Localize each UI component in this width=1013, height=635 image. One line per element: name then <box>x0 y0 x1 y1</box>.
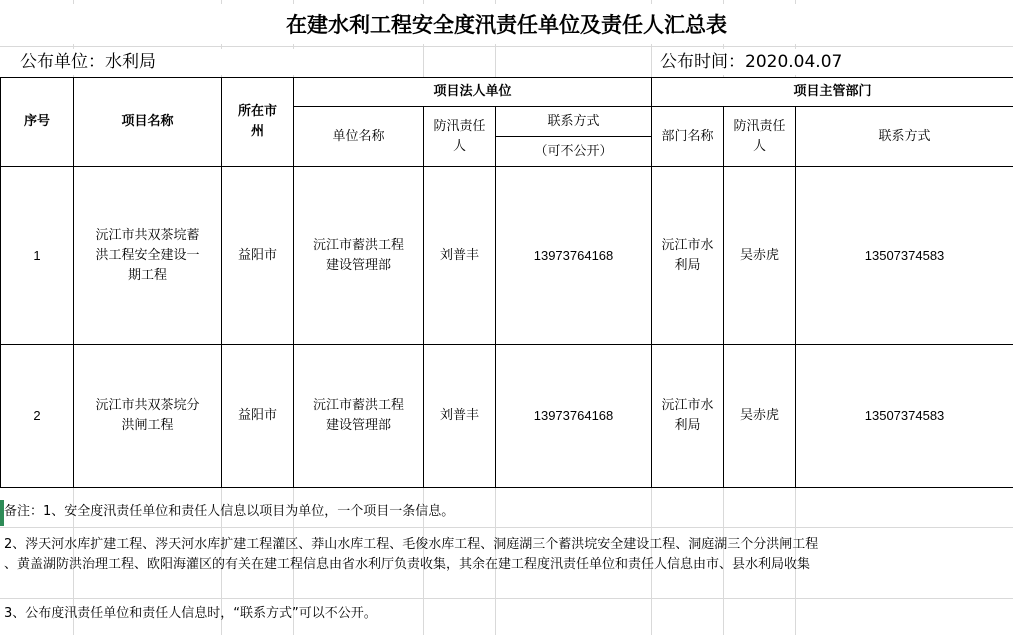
dept-line: 利局 <box>674 418 701 433</box>
header-city-line2: 州 <box>250 124 264 139</box>
header-dept-person[interactable] <box>724 107 796 167</box>
row-seq[interactable]: 2 <box>1 345 74 488</box>
header-unit-name[interactable]: 单位名称 <box>294 107 424 167</box>
table-row <box>1 345 1013 488</box>
publish-time-label[interactable]: 公布时间：2020.04.07 <box>660 49 990 75</box>
dept-line: 沅江市水 <box>661 398 714 413</box>
row-resp-person[interactable]: 刘普丰 <box>424 345 496 488</box>
project-line: 洪闸工程 <box>121 418 174 433</box>
row-phone[interactable]: 13973764168 <box>496 345 652 488</box>
row-dept-phone[interactable]: 13507374583 <box>796 345 1013 488</box>
header-city[interactable] <box>222 78 294 167</box>
publisher-label[interactable]: 公布单位：水利局 <box>20 49 320 75</box>
note-1[interactable]: 备注：1、安全度汛责任单位和责任人信息以项目为单位，一个项目一条信息。 <box>4 504 455 519</box>
row-project-name[interactable] <box>74 345 222 488</box>
dept-line: 沅江市水 <box>661 237 714 253</box>
header-dept-person-line2: 人 <box>753 138 767 154</box>
dept-line: 利局 <box>674 257 701 273</box>
unit-line: 建设管理部 <box>325 418 391 433</box>
unit-line: 沅江市蓄洪工程 <box>312 398 404 413</box>
note-3[interactable]: 3、公布度汛责任单位和责任人信息时，“联系方式”可以不公开。 <box>4 606 377 621</box>
header-dept-name[interactable]: 部门名称 <box>652 107 724 167</box>
header-project-name[interactable]: 项目名称 <box>74 78 222 167</box>
row-dept-phone[interactable]: 13507374583 <box>796 167 1013 345</box>
unit-line: 建设管理部 <box>325 257 391 273</box>
unit-line: 沅江市蓄洪工程 <box>312 237 404 253</box>
note-2[interactable] <box>0 535 1013 577</box>
row-city[interactable]: 益阳市 <box>222 167 294 345</box>
row-dept-name[interactable] <box>652 167 724 345</box>
row-project-name[interactable] <box>74 167 222 345</box>
row-dept-person[interactable]: 吴赤虎 <box>724 167 796 345</box>
header-resp-person[interactable] <box>424 107 496 167</box>
row-unit-name[interactable] <box>294 345 424 488</box>
row-unit-name[interactable] <box>294 167 424 345</box>
row-dept-person[interactable]: 吴赤虎 <box>724 345 796 488</box>
project-line: 沅江市共双茶垸蓄 <box>95 227 200 243</box>
row-dept-name[interactable] <box>652 345 724 488</box>
header-dept-contact[interactable]: 联系方式 <box>796 107 1013 167</box>
project-line: 洪工程安全建设一 <box>95 247 200 263</box>
header-contact-note[interactable]: （可不公开） <box>496 137 652 167</box>
gridline <box>0 46 1013 47</box>
header-city-line1: 所在市 <box>237 104 277 119</box>
row-city[interactable]: 益阳市 <box>222 345 294 488</box>
responsibility-table <box>0 77 1013 488</box>
header-contact[interactable]: 联系方式 <box>496 107 652 137</box>
header-dept-person-line1: 防汛责任 <box>733 118 786 134</box>
note-2-line2: 、黄盖湖防洪治理工程、欧阳海灌区的有关在建工程信息由省水利厅负责收集，其余在建工程度汛责任单位和责任人信息由市、县水利局收集 <box>4 557 811 572</box>
header-legal-unit-group[interactable]: 项目法人单位 <box>294 78 652 107</box>
row-phone[interactable]: 13973764168 <box>496 167 652 345</box>
table-row <box>1 167 1013 345</box>
note-2-line1: 2、涔天河水库扩建工程、涔天河水库扩建工程灌区、莽山水库工程、毛俊水库工程、洞庭湖三个蓄洪垸安全建设工程、洞庭湖三个分洪闸工程 <box>4 537 819 552</box>
header-seq[interactable]: 序号 <box>1 78 74 167</box>
project-line: 期工程 <box>127 267 167 283</box>
header-resp-person-line2: 人 <box>452 138 466 154</box>
gridline <box>0 598 1013 599</box>
row-seq[interactable]: 1 <box>1 167 74 345</box>
gridline <box>0 527 1013 528</box>
row-resp-person[interactable]: 刘普丰 <box>424 167 496 345</box>
project-line: 沅江市共双茶垸分 <box>95 398 200 413</box>
sheet-title[interactable]: 在建水利工程安全度汛责任单位及责任人汇总表 <box>0 4 1013 44</box>
header-dept-group[interactable]: 项目主管部门 <box>652 78 1013 107</box>
header-resp-person-line1: 防汛责任 <box>433 118 486 134</box>
